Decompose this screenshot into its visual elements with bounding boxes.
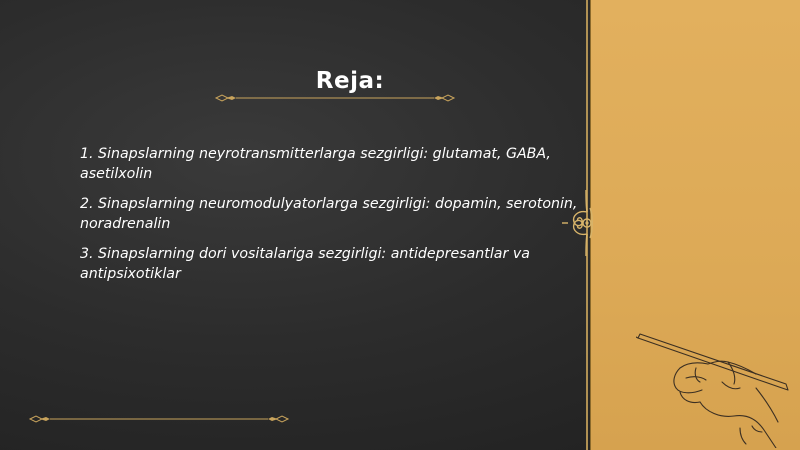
ornamental-divider-icon bbox=[214, 93, 456, 103]
list-item: 1. Sinapslarning neyrotransmitterlarga sezgirligi: glutamat, GABA, asetilxolin bbox=[80, 146, 551, 182]
agenda-list bbox=[80, 144, 580, 294]
hand-holding-pen-icon bbox=[636, 318, 796, 448]
scroll-ornament-icon bbox=[560, 188, 594, 258]
ornamental-divider-icon bbox=[28, 414, 290, 424]
list-item: 2. Sinapslarning neuromodulyatorlarga sezgirligi: dopamin, serotonin, noradrenalin bbox=[80, 196, 578, 232]
slide-title: Reja: bbox=[315, 68, 385, 94]
list-item: 3. Sinapslarning dori vositalariga sezgirligi: antidepresantlar va antipsixotiklar bbox=[80, 246, 530, 282]
